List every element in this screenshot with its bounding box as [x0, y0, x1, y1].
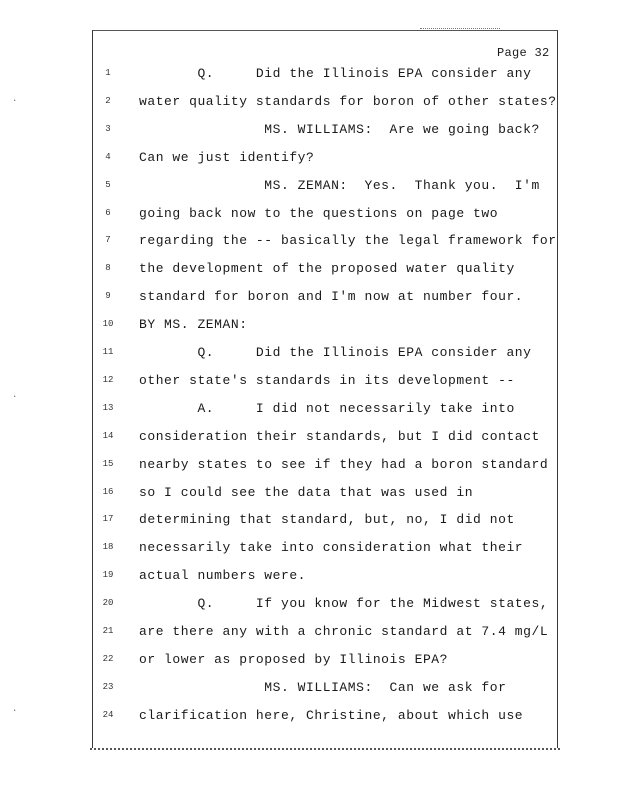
line-number: 22 — [102, 653, 114, 664]
line-number: 1 — [105, 68, 111, 78]
transcript-line — [0, 650, 618, 670]
transcript-line — [0, 566, 618, 586]
line-text: nearby states to see if they had a boron standard — [139, 456, 549, 472]
line-number: 18 — [102, 542, 114, 553]
line-number: 13 — [102, 402, 114, 413]
line-text: actual numbers were. — [139, 568, 307, 584]
line-text: MS. WILLIAMS: Can we ask for — [139, 679, 507, 695]
line-number: 16 — [102, 486, 114, 497]
scan-artifact-left: · — [12, 706, 18, 716]
transcript-line — [0, 483, 618, 503]
line-number: 21 — [102, 626, 114, 636]
transcript-line — [0, 287, 618, 307]
transcript-line — [0, 259, 618, 279]
line-text: clarification here, Christine, about which use — [139, 707, 524, 723]
line-text: consideration their standards, but I did contact — [139, 428, 540, 444]
line-number: 24 — [102, 709, 114, 720]
line-text: Q. Did the Illinois EPA consider any — [139, 66, 532, 81]
line-number: 10 — [102, 319, 114, 330]
transcript-line — [0, 706, 618, 726]
line-number: 20 — [102, 598, 114, 609]
line-number: 2 — [105, 95, 111, 106]
line-text: water quality standards for boron of other states? — [139, 93, 557, 109]
transcript-line — [0, 231, 618, 251]
transcript-line — [0, 343, 618, 363]
line-text: the development of the proposed water quality — [139, 261, 515, 277]
transcript-line — [0, 92, 618, 112]
transcript-line — [0, 371, 618, 391]
line-number: 17 — [102, 514, 114, 525]
transcript-line — [0, 399, 618, 419]
line-number: 3 — [105, 123, 111, 134]
line-number: 9 — [105, 291, 111, 302]
bottom-rule — [90, 748, 560, 750]
transcript-line — [0, 538, 618, 558]
transcript-line — [0, 204, 618, 224]
line-text: Q. Did the Illinois EPA consider any — [139, 345, 532, 360]
line-text: regarding the -- basically the legal framework for — [139, 233, 557, 249]
line-text: necessarily take into consideration what their — [139, 540, 524, 556]
line-text: going back now to the questions on page two — [139, 205, 499, 221]
line-number: 6 — [105, 207, 111, 218]
transcript-line — [0, 315, 618, 335]
scan-artifact-top — [420, 28, 500, 29]
transcript-line — [0, 120, 618, 140]
line-text: are there any with a chronic standard at 7.4 mg/L — [139, 624, 549, 639]
line-number: 8 — [105, 263, 111, 274]
line-text: determining that standard, but, no, I did not — [139, 512, 515, 528]
transcript-line — [0, 148, 618, 168]
transcript-line — [0, 455, 618, 475]
line-number: 11 — [102, 347, 114, 357]
transcript-line — [0, 622, 618, 642]
line-number: 12 — [102, 374, 114, 385]
line-text: so I could see the data that was used in — [139, 484, 474, 500]
line-text: Q. If you know for the Midwest states, — [139, 596, 549, 612]
transcript-line — [0, 510, 618, 530]
page-number: Page 32 — [497, 46, 550, 60]
transcript-line — [0, 64, 618, 84]
line-number: 14 — [102, 430, 114, 441]
line-number: 4 — [105, 151, 111, 162]
transcript-line — [0, 678, 618, 698]
line-text: MS. ZEMAN: Yes. Thank you. I'm — [139, 177, 540, 193]
line-text: or lower as proposed by Illinois EPA? — [139, 651, 448, 667]
line-number: 23 — [102, 681, 114, 692]
scan-artifact-left: · — [12, 392, 18, 402]
line-number: 5 — [105, 179, 111, 190]
scan-artifact-left: · — [12, 96, 18, 106]
transcript-line — [0, 427, 618, 447]
line-text: A. I did not necessarily take into — [139, 400, 515, 416]
line-number: 7 — [105, 235, 111, 246]
transcript-line — [0, 176, 618, 196]
line-number: 19 — [102, 570, 114, 581]
line-text: standard for boron and I'm now at number four. — [139, 289, 524, 305]
line-text: other state's standards in its development -- — [139, 372, 515, 388]
line-text: Can we just identify? — [139, 149, 315, 165]
line-number: 15 — [102, 458, 114, 469]
line-text: BY MS. ZEMAN: — [139, 317, 248, 333]
transcript-line — [0, 594, 618, 614]
line-text: MS. WILLIAMS: Are we going back? — [139, 121, 540, 137]
